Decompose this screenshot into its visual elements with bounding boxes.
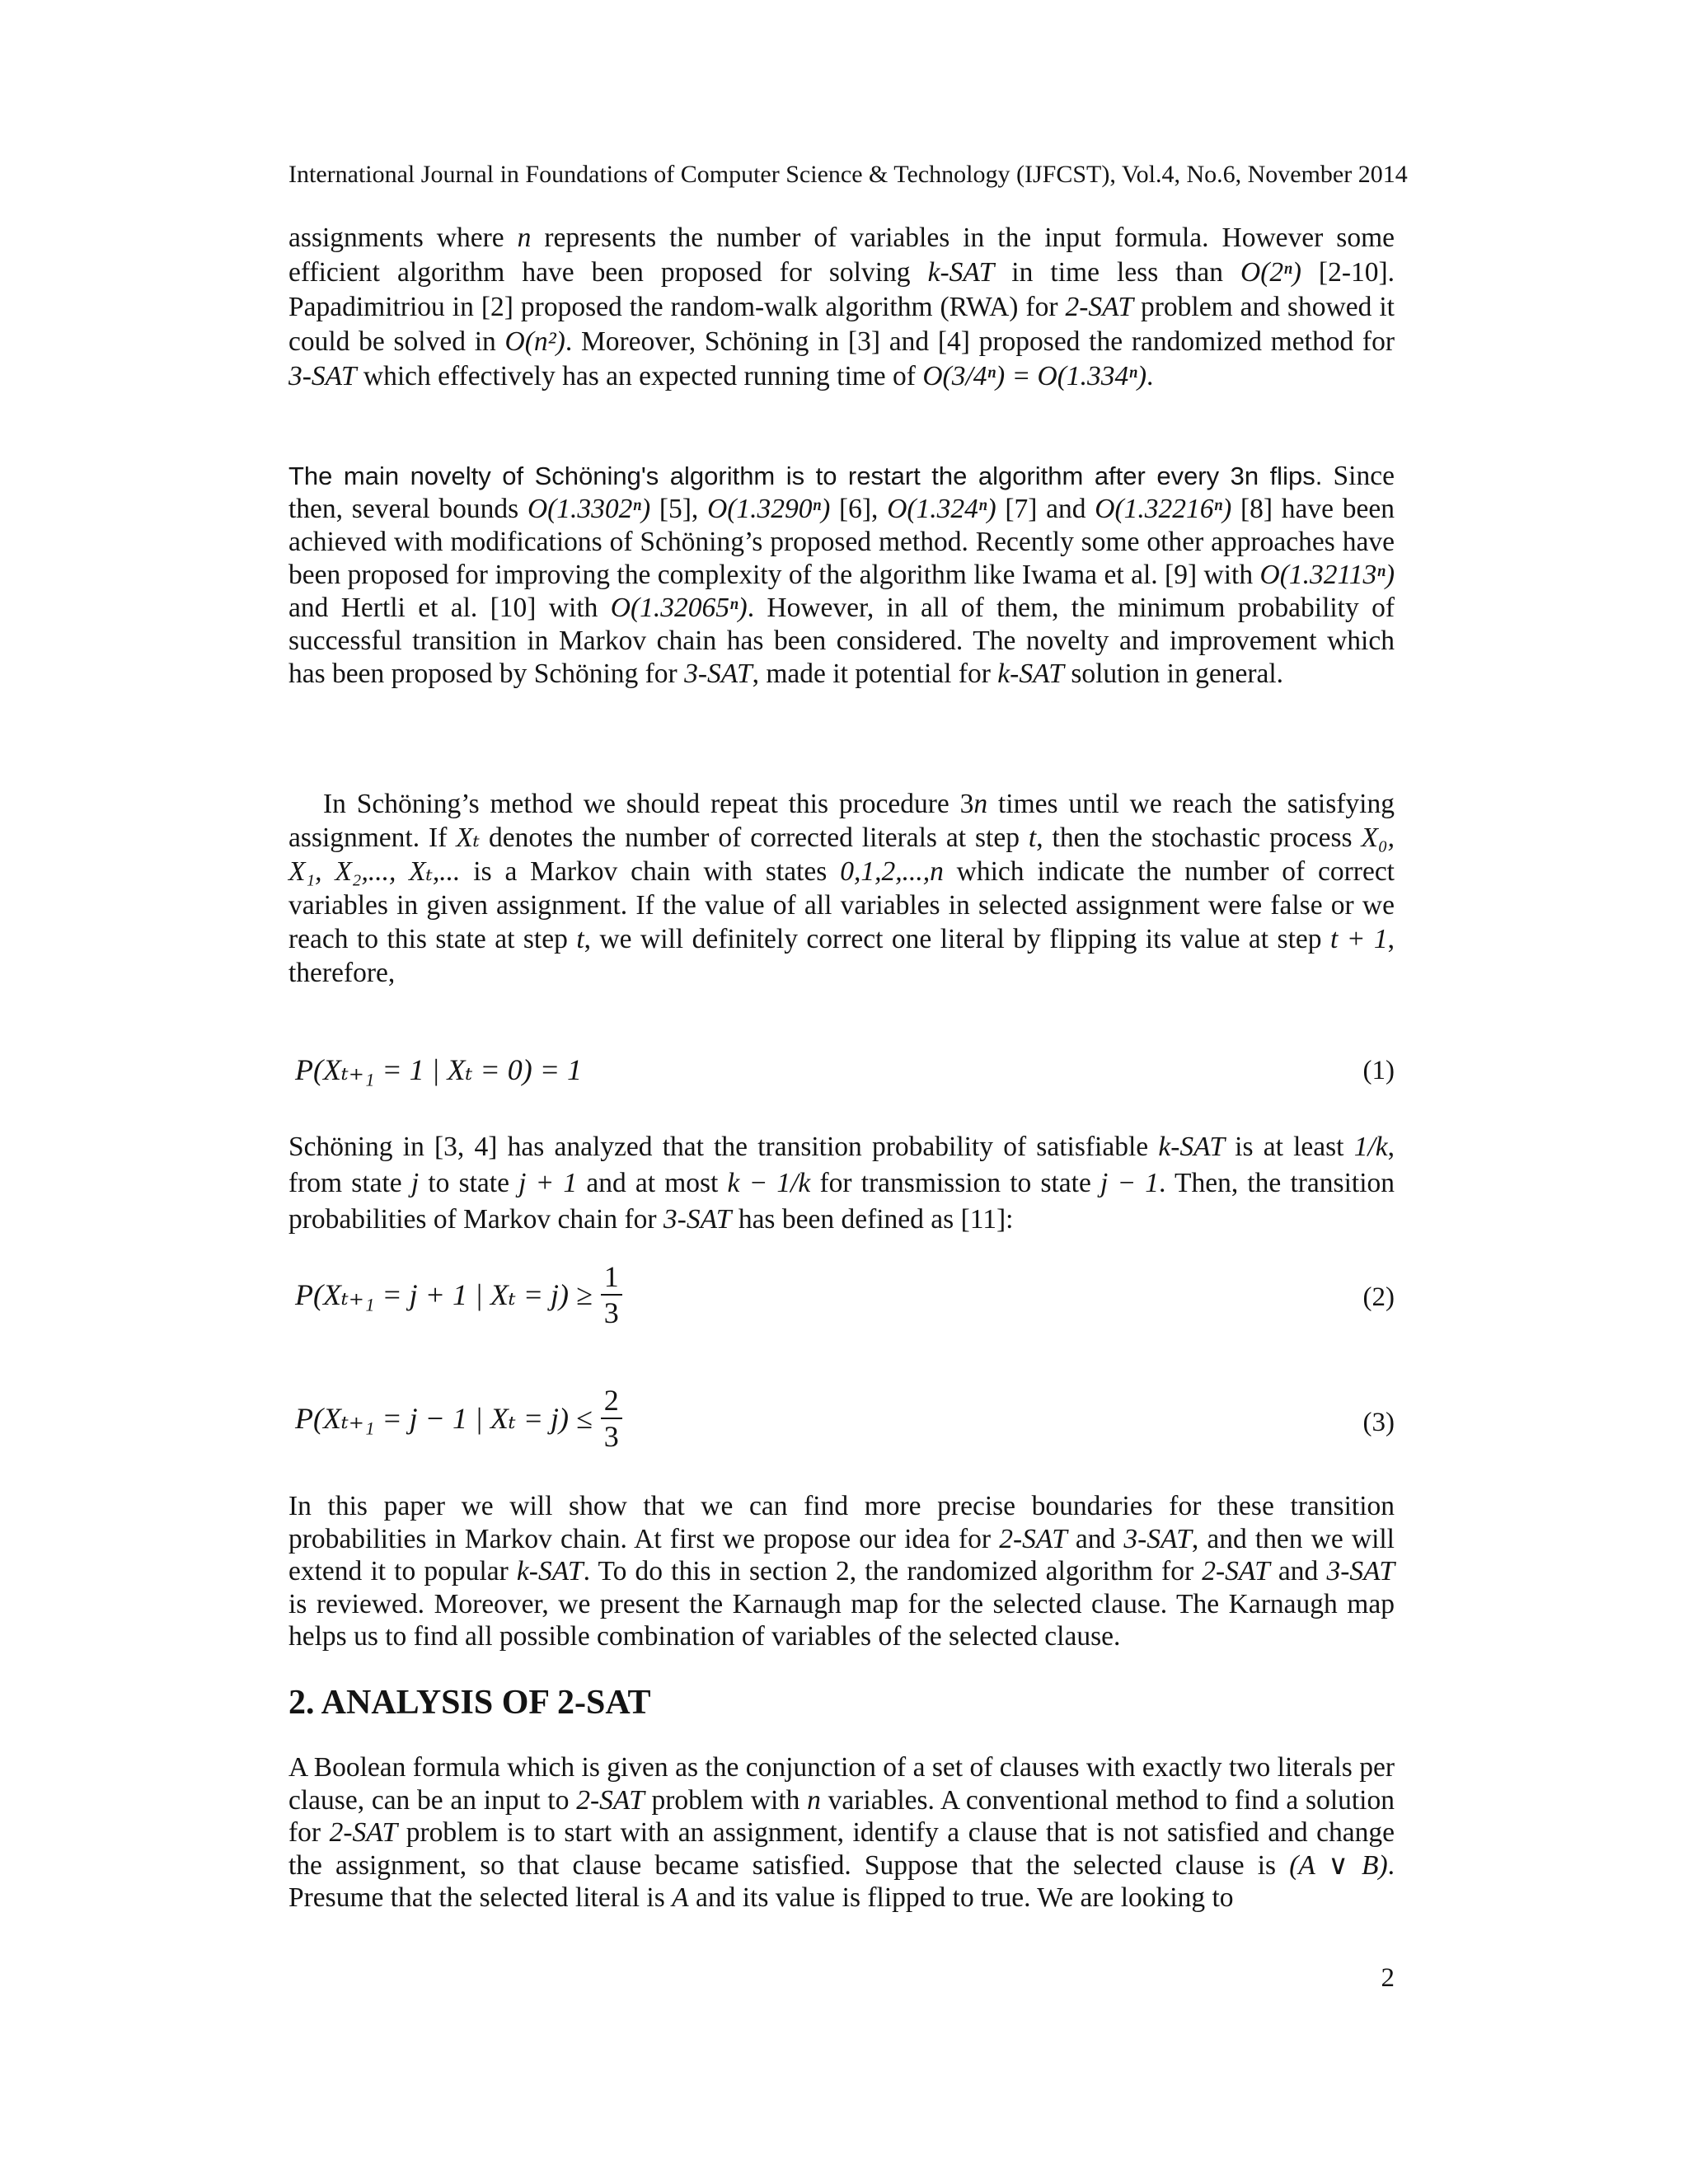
equation-1 xyxy=(288,1034,1395,1108)
equation-3-fraction: $\frac{2}{3}$ xyxy=(601,1383,622,1454)
section-heading: 2. ANALYSIS OF 2-SAT xyxy=(288,1684,651,1722)
equation-3 xyxy=(288,1383,1395,1465)
running-header: International Journal in Foundations of Computer Science & Technology (IJFCST), Vol.4, No.6, November 2014 xyxy=(288,161,1408,188)
paragraph-markov-chain: In Schöning’s method we should repeat this procedure 3n times until we reach the satisfying assignment. If Xₜ denotes the number of corrected literals at step t, then the stochastic process X₀, X₁, X₂,..., Xₜ,... is a Markov chain with states 0,1,2,...,n which indicate the number of correct variables in given assignment. If the value of all variables in selected assignment were false or we reach to this state at step t, we will definitely correct one literal by flipping its value at step t + 1, therefore, xyxy=(288,789,1395,988)
equation-2-fraction: $\frac{1}{3}$ xyxy=(601,1259,622,1330)
paragraph-2sat-analysis: A Boolean formula which is given as the conjunction of a set of clauses with exactly two literals per clause, can be an input to 2-SAT problem with n variables. A conventional method to find a solution for 2-SAT problem is to start with an assignment, identify a clause that is not satisfied and change the assignment, so that clause became satisfied. Suppose that the selected clause is (A ∨ B). Presume that the selected literal is A and its value is flipped to true. We are looking to xyxy=(288,1752,1395,1913)
paragraph-transition-probability: Schöning in [3, 4] has analyzed that the transition probability of satisfiable k-SAT is at least 1/k, from state j to state j + 1 and at most k − 1/k for transmission to state j − 1. Then, the transition probabilities of Markov chain for 3-SAT has been defined as [11]: xyxy=(288,1132,1395,1235)
equation-2-expression: P(Xₜ₊₁ = j + 1 | Xₜ = j) ≥ $\frac{1}{3}$ xyxy=(295,1259,622,1330)
paragraph-novelty: The main novelty of Schöning's algorithm is to restart the algorithm after every 3n flips. Since then, several bounds O(1.3302ⁿ) [5], O(1.3290ⁿ) [6], O(1.324ⁿ) [7] and O(1.32216ⁿ) [8] have been achieved with modifications of Schöning’s proposed method. Recently some other approaches have been proposed for improving the complexity of the algorithm like Iwama et al. [9] with O(1.32113ⁿ) and Hertli et al. [10] with O(1.32065ⁿ). However, in all of them, the minimum probability of successful transition in Markov chain has been considered. The novelty and improvement which has been proposed by Schöning for 3-SAT, made it potential for k-SAT solution in general. xyxy=(288,461,1395,689)
equation-3-expression: P(Xₜ₊₁ = j − 1 | Xₜ = j) ≤ $\frac{2}{3}$ xyxy=(295,1383,622,1454)
equation-2 xyxy=(288,1259,1395,1342)
page-number: 2 xyxy=(1381,1963,1395,1993)
equation-1-number: (1) xyxy=(1362,1056,1395,1085)
paragraph-intro-continued: assignments where n represents the number of variables in the input formula. However some efficient algorithm have been proposed for solving k-SAT in time less than O(2ⁿ) [2-10]. Papadimitriou in [2] proposed the random-walk algorithm (RWA) for 2-SAT problem and showed it could be solved in O(n²). Moreover, Schöning in [3] and [4] proposed the randomized method for 3-SAT which effectively has an expected running time of O(3/4ⁿ) = O(1.334ⁿ). xyxy=(288,223,1395,391)
paragraph-contribution: In this paper we will show that we can find more precise boundaries for these transition probabilities in Markov chain. At first we propose our idea for 2-SAT and 3-SAT, and then we will extend it to popular k-SAT. To do this in section 2, the randomized algorithm for 2-SAT and 3-SAT is reviewed. Moreover, we present the Karnaugh map for the selected clause. The Karnaugh map helps us to find all possible combination of variables of the selected clause. xyxy=(288,1491,1395,1652)
equation-2-number: (2) xyxy=(1362,1282,1395,1312)
equation-3-number: (3) xyxy=(1362,1408,1395,1437)
equation-1-expression: P(Xₜ₊₁ = 1 | Xₜ = 0) = 1 xyxy=(295,1053,582,1086)
